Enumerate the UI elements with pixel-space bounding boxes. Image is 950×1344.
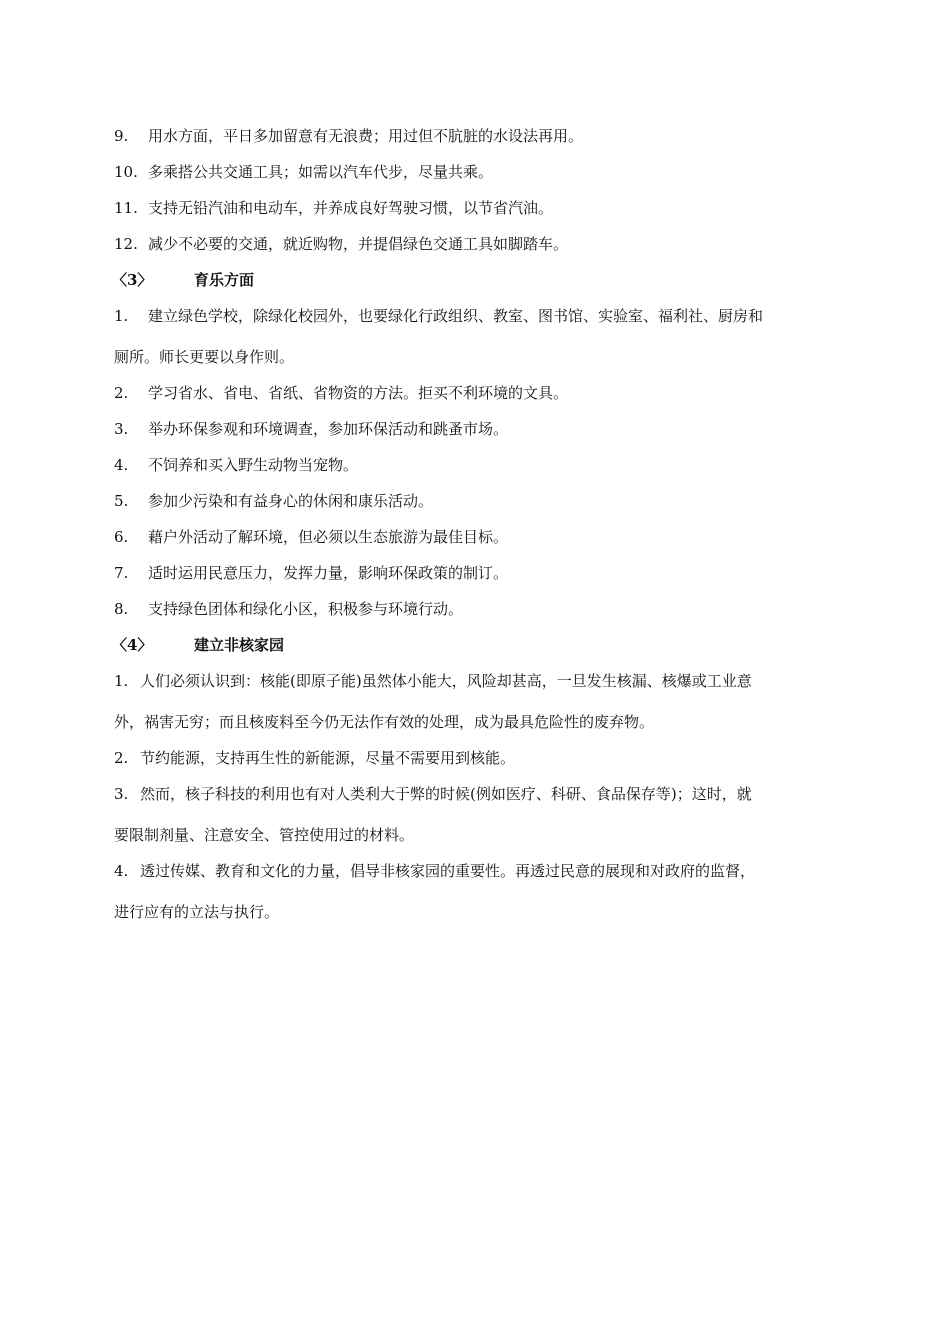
item-number: 7.	[114, 564, 129, 582]
list-item	[114, 563, 508, 583]
list-item-continuation: 厕所。师长更要以身作则。	[114, 348, 295, 366]
list-item	[114, 527, 508, 547]
item-text: 支持绿色团体和绿化小区，积极参与环境行动。	[148, 600, 464, 618]
item-number: 5.	[114, 492, 129, 510]
item-number: 10.	[114, 163, 138, 181]
item-number: 1.	[114, 307, 129, 325]
list-item	[114, 491, 433, 511]
section-title: 建立非核家园	[194, 636, 285, 654]
list-item	[114, 784, 752, 804]
list-item	[114, 162, 493, 182]
item-number: 6.	[114, 528, 129, 546]
list-item	[114, 419, 508, 439]
item-number: 11.	[114, 199, 138, 217]
item-number: 3.	[114, 420, 129, 438]
item-text: 学习省水、省电、省纸、省物资的方法。拒买不利环境的文具。	[148, 384, 569, 402]
list-item	[114, 861, 755, 881]
item-text: 人们必须认识到：核能(即原子能)虽然体小能大，风险却甚高，一旦发生核漏、核爆或工业意	[140, 672, 752, 690]
section-number: 〈3〉	[112, 271, 153, 289]
item-number: 2.	[114, 384, 129, 402]
item-number: 8.	[114, 600, 129, 618]
section-number: 〈4〉	[112, 636, 153, 654]
item-text: 不饲养和买入野生动物当宠物。	[148, 456, 359, 474]
item-text: 藉户外活动了解环境，但必须以生态旅游为最佳目标。	[148, 528, 509, 546]
item-text: 建立绿色学校，除绿化校园外，也要绿化行政组织、教室、图书馆、实验室、福利社、厨房和	[148, 307, 764, 325]
item-number: 9.	[114, 127, 129, 145]
list-item	[114, 599, 463, 619]
item-text: 减少不必要的交通，就近购物，并提倡绿色交通工具如脚踏车。	[148, 235, 569, 253]
list-item-continuation: 进行应有的立法与执行。	[114, 903, 280, 921]
list-item	[114, 748, 515, 768]
item-text: 参加少污染和有益身心的休闲和康乐活动。	[148, 492, 434, 510]
section-heading	[112, 635, 284, 655]
item-number: 2.	[114, 749, 129, 767]
list-item	[114, 126, 583, 146]
section-heading	[112, 270, 254, 290]
item-text: 支持无铅汽油和电动车，并养成良好驾驶习惯，以节省汽油。	[148, 199, 554, 217]
item-number: 12.	[114, 235, 138, 253]
item-number: 4.	[114, 456, 129, 474]
item-text: 多乘搭公共交通工具；如需以汽车代步，尽量共乘。	[148, 163, 494, 181]
item-number: 1.	[114, 672, 129, 690]
item-number: 3.	[114, 785, 129, 803]
item-text: 节约能源，支持再生性的新能源，尽量不需要用到核能。	[140, 749, 516, 767]
list-item	[114, 198, 553, 218]
item-text: 用水方面，平日多加留意有无浪费；用过但不肮脏的水设法再用。	[148, 127, 584, 145]
list-item-continuation: 外，祸害无穷；而且核废料至今仍无法作有效的处理，成为最具危险性的废弃物。	[114, 713, 655, 731]
list-item	[114, 306, 763, 326]
item-text: 适时运用民意压力，发挥力量，影响环保政策的制订。	[148, 564, 509, 582]
item-text: 然而，核子科技的利用也有对人类利大于弊的时候(例如医疗、科研、食品保存等)；这时，就	[140, 785, 752, 803]
list-item	[114, 455, 358, 475]
section-title: 育乐方面	[194, 271, 255, 289]
item-text: 透过传媒、教育和文化的力量，倡导非核家园的重要性。再透过民意的展现和对政府的监督，	[140, 862, 756, 880]
list-item	[114, 671, 752, 691]
list-item	[114, 234, 568, 254]
list-item	[114, 383, 568, 403]
item-number: 4.	[114, 862, 129, 880]
item-text: 举办环保参观和环境调查，参加环保活动和跳蚤市场。	[148, 420, 509, 438]
list-item-continuation: 要限制剂量、注意安全、管控使用过的材料。	[114, 826, 415, 844]
